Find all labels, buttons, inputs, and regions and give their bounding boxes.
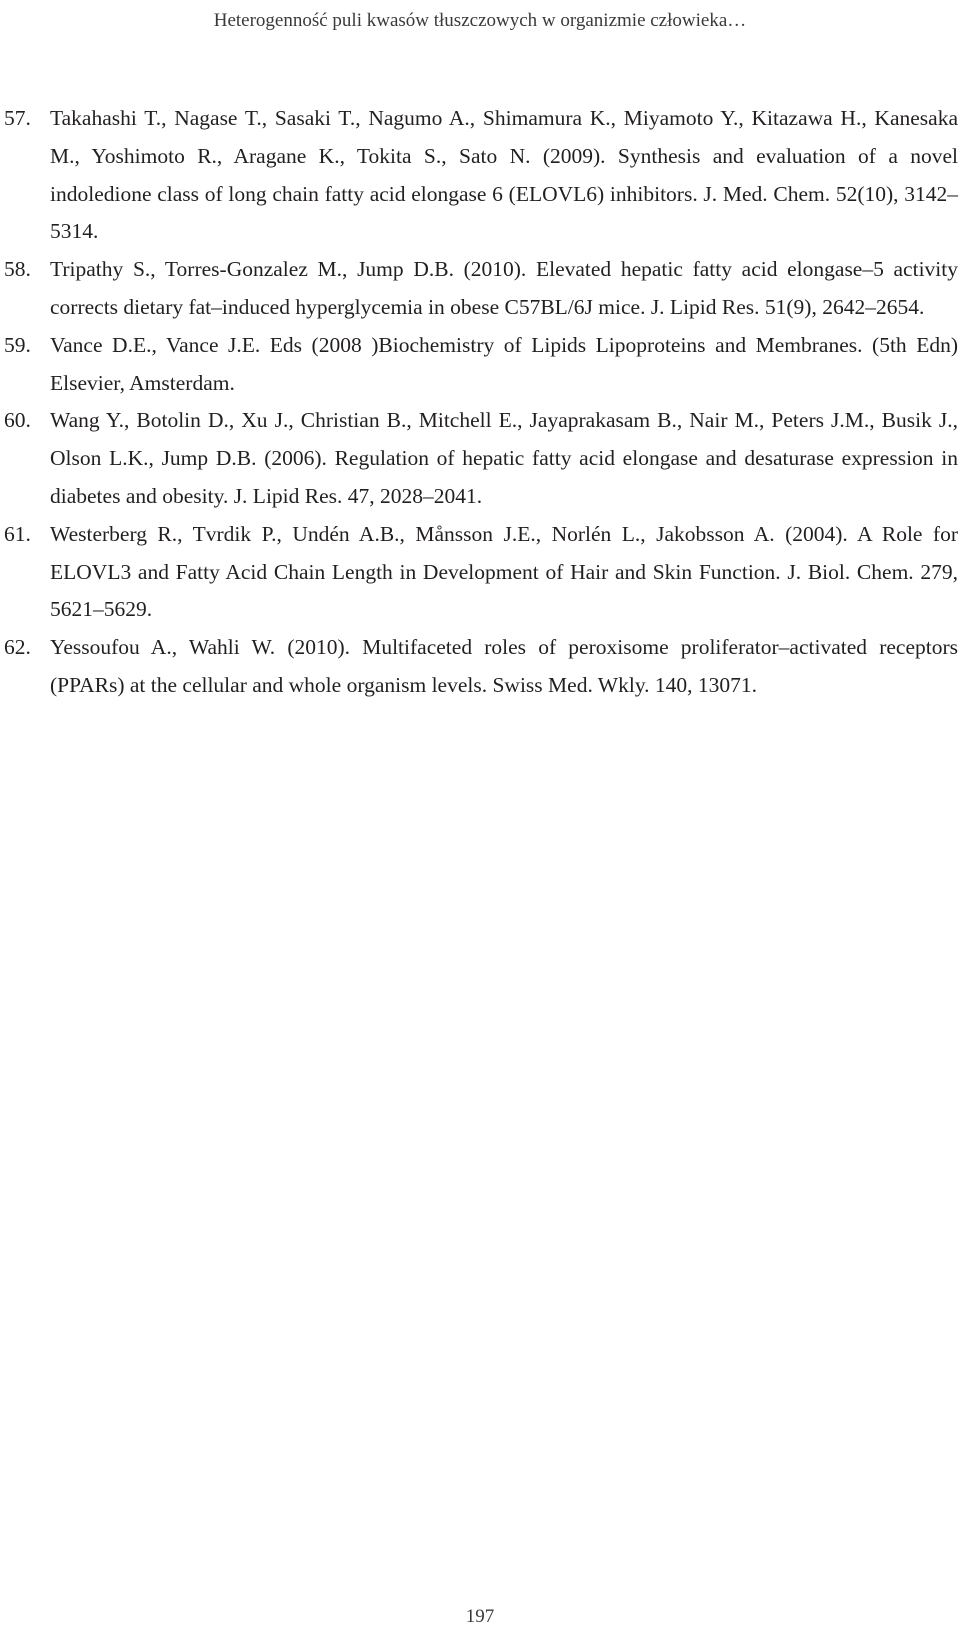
reference-list <box>4 100 958 705</box>
page-number: 197 <box>465 1606 495 1627</box>
reference-text: Takahashi T., Nagase T., Sasaki T., Nagumo A., Shimamura K., Miyamoto Y., Kitazawa H., Kanesaka M., Yoshimoto R., Aragane K., Tokita S., Sato N. (2009). Synthesis and evaluation of a novel indoledione class of long chain fatty acid elongase 6 (ELOVL6) inhibitors. J. Med. Chem. 52(10), 3142–5314. <box>50 106 958 244</box>
reference-number: 62. <box>4 635 31 660</box>
reference-number: 58. <box>4 257 31 282</box>
reference-text: Wang Y., Botolin D., Xu J., Christian B., Mitchell E., Jayaprakasam B., Nair M., Peters J.M., Busik J., Olson L.K., Jump D.B. (2006). Regulation of hepatic fatty acid elongase and desaturase expression in diabetes and obesity. J. Lipid Res. 47, 2028–2041. <box>50 408 958 508</box>
reference-item <box>4 100 958 251</box>
reference-item <box>4 629 958 705</box>
reference-item <box>4 327 958 403</box>
reference-text: Westerberg R., Tvrdik P., Undén A.B., Månsson J.E., Norlén L., Jakobsson A. (2004). A Role for ELOVL3 and Fatty Acid Chain Length in Development of Hair and Skin Function. J. Biol. Chem. 279, 5621–5629. <box>50 521 958 622</box>
reference-number: 60. <box>4 408 31 433</box>
reference-item <box>4 402 958 515</box>
reference-text: Tripathy S., Torres-Gonzalez M., Jump D.B. (2010). Elevated hepatic fatty acid elongase–5 activity corrects dietary fat–induced hyperglycemia in obese C57BL/6J mice. J. Lipid Res. 51(9), 2642–2654. <box>50 257 958 319</box>
reference-number: 61. <box>4 521 31 546</box>
running-header: Heterogenność puli kwasów tłuszczowych w organizmie człowieka… <box>213 10 747 31</box>
reference-number: 59. <box>4 332 31 357</box>
reference-item <box>4 251 958 327</box>
reference-item <box>4 516 958 629</box>
reference-text: Vance D.E., Vance J.E. Eds (2008 )Biochemistry of Lipids Lipoproteins and Membranes. (5th Edn) Elsevier, Amsterdam. <box>50 332 958 395</box>
reference-text: Yessoufou A., Wahli W. (2010). Multifaceted roles of peroxisome proliferator–activated receptors (PPARs) at the cellular and whole organism levels. Swiss Med. Wkly. 140, 13071. <box>50 635 958 697</box>
reference-number: 57. <box>4 106 31 130</box>
